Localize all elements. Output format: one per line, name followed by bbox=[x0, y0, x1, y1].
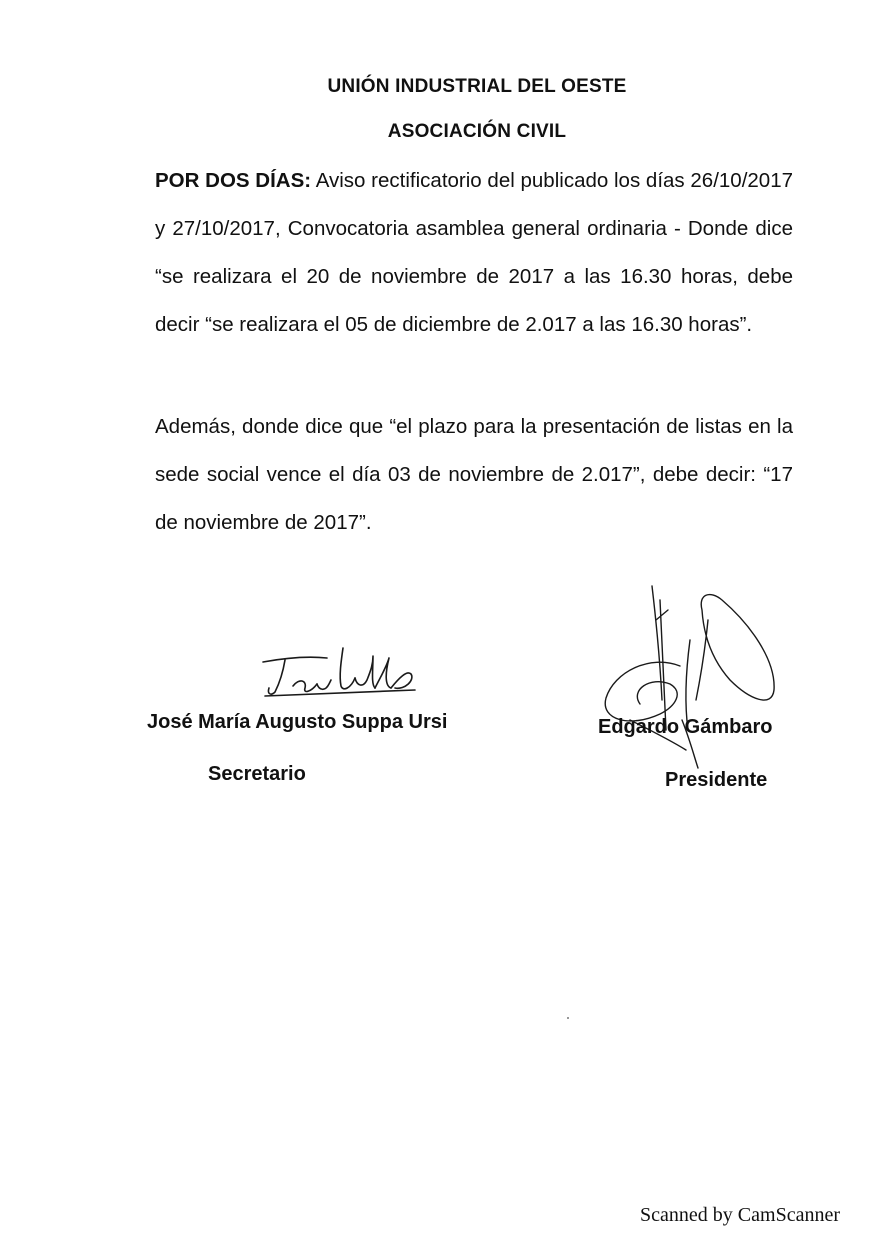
notice-lead: POR DOS DÍAS: bbox=[155, 169, 312, 192]
organization-type: ASOCIACIÓN CIVIL bbox=[387, 121, 567, 142]
organization-name: UNIÓN INDUSTRIAL DEL OESTE bbox=[327, 76, 627, 97]
scan-speck bbox=[567, 1017, 569, 1019]
president-role: Presidente bbox=[665, 769, 768, 791]
notice-paragraph-1 bbox=[155, 157, 793, 349]
notice-paragraph-2: Además, donde dice que “el plazo para la presentación de listas en la sede social vence el día 03 de noviembre de 2.017”, debe decir: “17 de noviembre de 2017”. bbox=[155, 415, 793, 534]
president-name: Edgardo Gámbaro bbox=[598, 716, 773, 738]
scanner-watermark: Scanned by CamScanner bbox=[640, 1204, 840, 1226]
secretary-signature bbox=[255, 640, 425, 710]
secretary-name: José María Augusto Suppa Ursi bbox=[147, 711, 448, 733]
president-signature bbox=[590, 580, 790, 770]
notice-paragraph-1-text: Aviso rectificatorio del publicado los días 26/10/2017 y 27/10/2017, Convocatoria asamblea general ordinaria - Donde dice “se realizara el 20 de noviembre de 2017 a las 16.30 horas, debe decir “se realizara el 05 de diciembre de 2.017 a las 16.30 horas”. bbox=[155, 169, 793, 336]
secretary-role: Secretario bbox=[208, 763, 306, 785]
